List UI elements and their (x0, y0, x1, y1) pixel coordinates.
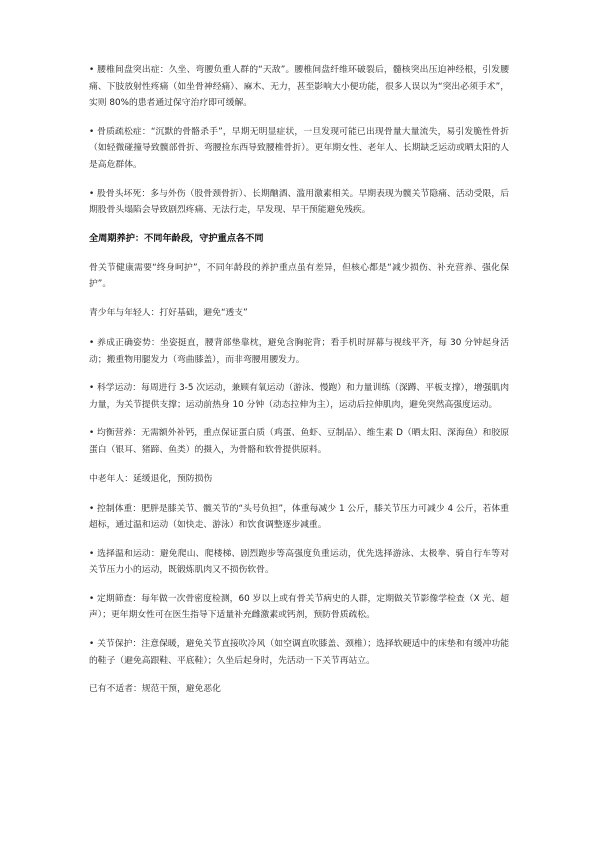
list-item: • 养成正确姿势：坐姿挺直，腰背部垫靠枕，避免含胸驼背；看手机时屏幕与视线平齐，每 30 分钟起身活动；搬重物用腿发力（弯曲膝盖），而非弯腰用腰发力。 (89, 337, 509, 365)
youth-subheading: 青少年与年轻人：打好基础，避免“透支” (89, 307, 248, 318)
list-item: • 选择温和运动：避免爬山、爬楼梯、剧烈跑步等高强度负重运动，优先选择游泳、太极拳、骑自行车等对关节压力小的运动，既锻炼肌肉又不损伤软骨。 (89, 548, 509, 576)
list-item: • 关节保护：注意保暖，避免关节直接吹冷风（如空调直吹膝盖、颈椎）；选择软硬适中的床垫和有缓冲功能的鞋子（避免高跟鞋、平底鞋）；久坐后起身时，先活动一下关节再站立。 (89, 639, 509, 666)
list-item: • 科学运动：每周进行 3-5 次运动，兼顾有氧运动（游泳、慢跑）和力量训练（深蹲、平板支撑），增强肌肉力量，为关节提供支撑；运动前热身 10 分钟（动态拉伸为主），运动后拉伸肌肉，避免突然高强度运动。 (89, 383, 509, 410)
document-page (89, 62, 509, 711)
list-item: • 均衡营养：无需额外补钙，重点保证蛋白质（鸡蛋、鱼虾、豆制品）、维生素 D（晒太阳、深海鱼）和胶原蛋白（银耳、猪蹄、鱼类）的摄入，为骨骼和软骨提供原料。 (89, 428, 509, 455)
list-item: • 控制体重：肥胖是膝关节、髋关节的“头号负担”，体重每减少 1 公斤，膝关节压力可减少 4 公斤，若体重超标，通过温和运动（如快走、游泳）和饮食调整逐步减重。 (89, 503, 509, 531)
discomfort-subheading: 已有不适者：规范干预，避免恶化 (89, 684, 221, 695)
middle-aged-subheading: 中老年人：延缓退化，预防损伤 (89, 473, 213, 484)
paragraph-osteoporosis: • 骨质疏松症：“沉默的骨骼杀手”，早期无明显症状，一旦发现可能已出现骨量大量流失，易引发脆性骨折（如轻微碰撞导致髋部骨折、弯腰捡东西导致腰椎骨折）。更年期女性、老年人、长期缺乏运动或晒太阳的人是高危群体。 (89, 126, 509, 170)
section-heading: 全周期养护：不同年龄段，守护重点各不同 (89, 232, 264, 244)
paragraph-femoral-head: • 股骨头坏死：多与外伤（股骨颈骨折）、长期酗酒、滥用激素相关。早期表现为髋关节隐痛、活动受限，后期股骨头塌陷会导致剧烈疼痛、无法行走，早发现、早干预能避免残疾。 (89, 188, 509, 216)
paragraph-lumbar-disc: • 腰椎间盘突出症：久坐、弯腰负重人群的“天敌”。腰椎间盘纤维环破裂后，髓核突出压迫神经根，引发腰痛、下肢放射性疼痛（如坐骨神经痛）、麻木、无力，甚至影响大小便功能，很多人误以为“突出必须手术”，实则 80%的患者通过保守治疗即可缓解。 (89, 65, 509, 109)
list-item: • 定期筛查：每年做一次骨密度检测，60 岁以上或有骨关节病史的人群，定期做关节影像学检查（X 光、超声）；更年期女性可在医生指导下适量补充雌激素或钙剂，预防骨质疏松。 (89, 593, 509, 621)
section-intro: 骨关节健康需要“终身呵护”，不同年龄段的养护重点虽有差异，但核心都是“减少损伤、补充营养、强化保护”。 (89, 262, 509, 290)
